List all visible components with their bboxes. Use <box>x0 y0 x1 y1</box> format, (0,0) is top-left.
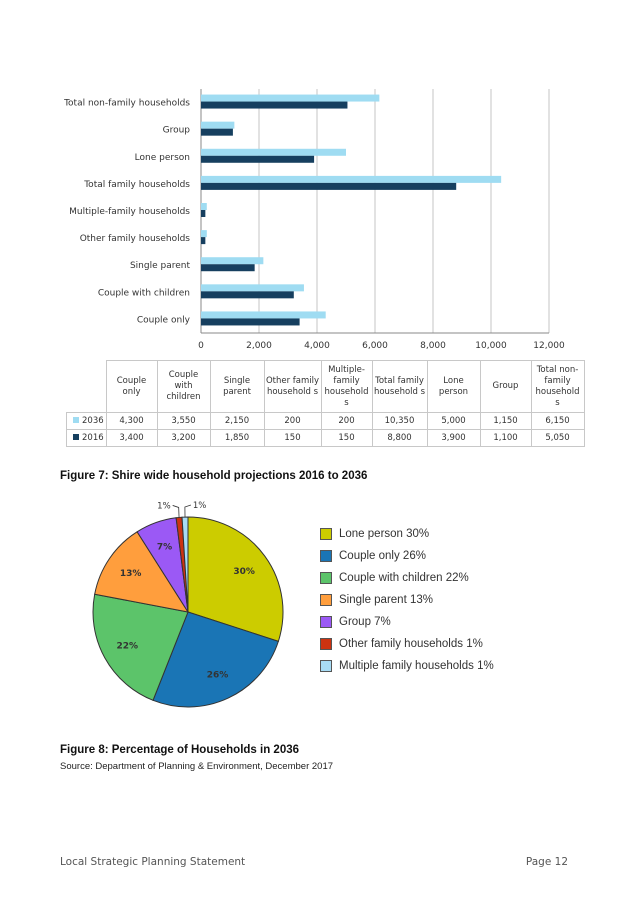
x-tick-label: 2,000 <box>246 341 272 351</box>
table-header-cell: Group <box>480 361 531 413</box>
table-header-cell: Couple only <box>106 361 157 413</box>
category-label: Lone person <box>134 152 190 163</box>
table-cell: 8,800 <box>372 430 427 447</box>
legend-item <box>320 567 494 589</box>
table-cell: 10,350 <box>372 413 427 430</box>
table-cell: 4,300 <box>106 413 157 430</box>
legend-item <box>320 589 494 611</box>
table-header-cell: Multiple-family household s <box>321 361 372 413</box>
legend-swatch <box>320 528 332 540</box>
legend-item <box>320 633 494 655</box>
category-label: Couple only <box>136 315 190 326</box>
category-label: Group <box>162 125 190 136</box>
table-header-cell: Single parent <box>210 361 264 413</box>
pie-value-label: 7% <box>156 542 173 553</box>
x-tick-label: 10,000 <box>475 341 507 351</box>
table-cell: 150 <box>264 430 321 447</box>
legend-swatch <box>320 550 332 562</box>
pie-value-label: 1% <box>157 501 171 512</box>
pie-value-label: 13% <box>119 569 142 580</box>
table-cell: 3,200 <box>157 430 210 447</box>
table-cell: 1,850 <box>210 430 264 447</box>
category-label: Single parent <box>129 261 190 272</box>
legend-label: Single parent 13% <box>339 594 433 606</box>
table-header-cell: Total family household s <box>372 361 427 413</box>
x-tick-label: 8,000 <box>420 341 446 351</box>
pie-legend <box>320 523 494 677</box>
pie-value-label: 26% <box>206 670 229 681</box>
pie-leader-line <box>185 505 191 517</box>
table-cell: 6,150 <box>531 413 584 430</box>
category-label: Multiple-family households <box>69 207 190 217</box>
table-header-cell: Lone person <box>427 361 480 413</box>
category-label: Total family households <box>84 179 190 190</box>
figure7-caption: Figure 7: Shire wide household projections 2016 to 2036 <box>60 470 368 482</box>
pie-slices <box>93 517 283 707</box>
legend-item <box>320 655 494 677</box>
pie-leader-line <box>173 505 179 517</box>
table-cell: 3,900 <box>427 430 480 447</box>
legend-item <box>320 611 494 633</box>
x-tick-label: 0 <box>198 341 204 351</box>
x-tick-label: 6,000 <box>362 341 388 351</box>
table-cell: 1,100 <box>480 430 531 447</box>
table-cell: 3,550 <box>157 413 210 430</box>
table-cell: 150 <box>321 430 372 447</box>
table-cell: 3,400 <box>106 430 157 447</box>
table-header-cell: Other family household s <box>264 361 321 413</box>
legend-label: Multiple family households 1% <box>339 660 494 672</box>
category-label: Total non-family households <box>64 98 190 109</box>
figure8-caption: Figure 8: Percentage of Households in 2036 <box>60 744 300 756</box>
legend-label: Couple with children 22% <box>339 572 469 584</box>
legend-item <box>320 523 494 545</box>
pie-value-label: 30% <box>233 567 255 578</box>
page-number: Page 12 <box>525 856 568 868</box>
legend-swatch <box>320 572 332 584</box>
legend-swatch <box>320 638 332 650</box>
legend-swatch <box>320 594 332 606</box>
table-cell: 2,150 <box>210 413 264 430</box>
legend-item <box>320 545 494 567</box>
table-row-label: 2016 <box>67 430 107 447</box>
source-note: Source: Department of Planning & Environment, December 2017 <box>60 761 334 772</box>
x-tick-label: 4,000 <box>304 341 330 351</box>
legend-label: Group 7% <box>339 616 391 628</box>
legend-label: Lone person 30% <box>339 528 430 540</box>
table-cell: 200 <box>264 413 321 430</box>
table-header-cell: Couple with children <box>157 361 210 413</box>
table-cell: 5,000 <box>427 413 480 430</box>
category-label: Other family households <box>79 234 190 245</box>
table-cell: 200 <box>321 413 372 430</box>
table-header-cell: Total non-family household s <box>531 361 584 413</box>
footer-title: Local Strategic Planning Statement <box>60 856 246 868</box>
table-row-label: 2036 <box>67 413 107 430</box>
category-label: Couple with children <box>97 288 190 299</box>
legend-swatch <box>320 616 332 628</box>
legend-label: Couple only 26% <box>339 550 426 562</box>
x-tick-label: 12,000 <box>533 341 565 351</box>
pie-value-label: 22% <box>116 641 139 652</box>
legend-swatch <box>320 660 332 672</box>
table-cell: 5,050 <box>531 430 584 447</box>
legend-label: Other family households 1% <box>339 638 483 650</box>
pie-value-label: 1% <box>192 501 207 512</box>
table-cell: 1,150 <box>480 413 531 430</box>
